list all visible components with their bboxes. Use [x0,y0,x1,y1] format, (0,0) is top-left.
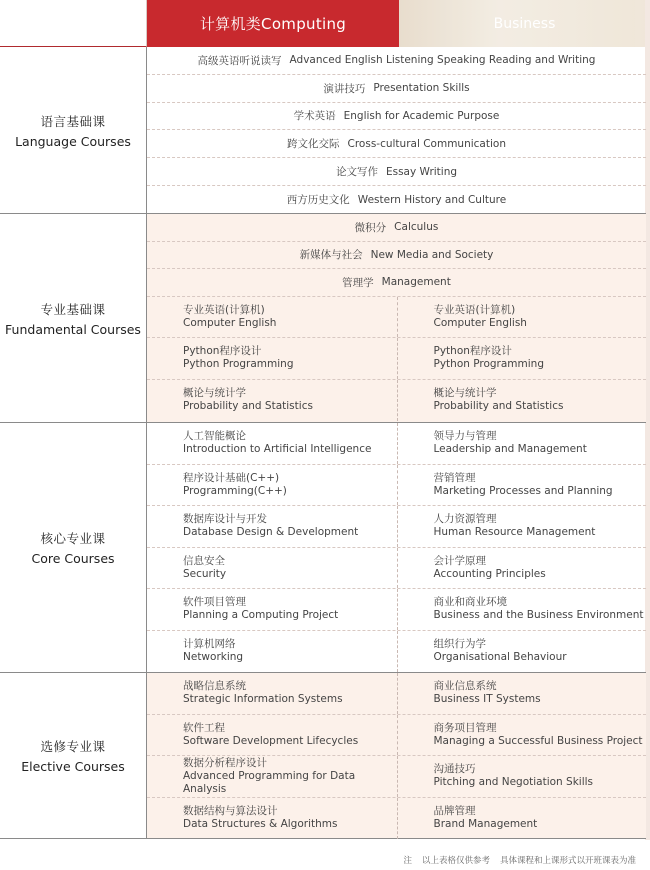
course-zh: 新媒体与社会 [299,249,363,262]
course-en: Essay Writing [385,165,458,178]
table-row [147,673,646,715]
elective-course-list [147,673,646,838]
section-label-zh: 专业基础课 [40,301,106,317]
course-zh: 专业英语(计算机) [183,303,265,316]
course-zh: 计算机网络 [183,638,236,651]
course-en: Programming(C++) [183,484,287,497]
course-en: Leadership and Management [433,443,587,456]
course-zh: Python程序设计 [433,345,512,358]
footnote-text-1: 以上表格仅供参考 [421,856,490,866]
course-zh: 概论与统计学 [183,387,246,400]
computing-course [147,380,397,422]
course-zh: 数据库设计与开发 [183,513,267,526]
computing-course [147,506,397,547]
course-zh: 管理学 [342,276,374,289]
course-en: Managing a Successful Business Project [433,734,643,747]
course-en: Business and the Business Environment [433,609,644,622]
table-row [147,631,646,673]
computing-course [147,465,397,506]
business-course [397,673,647,714]
course-en: Security [183,567,227,580]
section-fundamental [0,214,646,423]
table-row [147,297,646,339]
list-item [147,242,646,270]
business-course [397,338,647,379]
course-en: Computer English [433,316,527,329]
list-item [147,158,646,186]
computing-course [147,548,397,589]
course-en: Business IT Systems [433,693,541,706]
course-zh: 软件工程 [183,721,225,734]
header-blank-cell [0,0,147,47]
course-zh: 商业和商业环境 [433,596,507,609]
footnote-text-2: 具体课程和上课形式以开班课表为准 [499,856,636,866]
course-zh: 微积分 [354,221,387,234]
business-course [397,297,647,338]
section-label-core [0,423,147,672]
course-en: Pitching and Negotiation Skills [433,776,594,789]
course-zh: 沟通技巧 [433,763,476,776]
computing-course [147,589,397,630]
course-zh: 跨文化交际 [287,138,340,151]
course-en: Python Programming [433,358,545,371]
course-zh: 商务项目管理 [433,721,497,734]
course-zh: 概论与统计学 [433,387,497,400]
section-label-zh: 语言基础课 [40,113,106,129]
computing-course [147,715,397,756]
course-zh: 会计学原理 [433,554,486,567]
list-item [147,47,646,75]
course-zh: 演讲技巧 [323,82,366,95]
list-item [147,186,646,214]
section-label-en: Elective Courses [21,759,125,774]
business-course [397,589,647,630]
course-en: Introduction to Artificial Intelligence [183,443,372,456]
table-row [147,715,646,757]
table-row [147,380,646,422]
business-course [397,798,647,840]
computing-course [147,423,397,464]
section-core [0,423,646,673]
computing-course [147,673,397,714]
footnote [403,854,636,866]
computing-course [147,338,397,379]
business-course [397,631,647,673]
computing-course [147,756,397,797]
section-label-en: Core Courses [31,551,115,566]
list-item [147,130,646,158]
table-row [147,798,646,840]
course-en: Presentation Skills [373,82,470,95]
section-label-en: Language Courses [15,133,131,149]
section-label-zh: 核心专业课 [40,531,106,546]
section-label-en: Fundamental Courses [5,321,141,337]
section-label-language [0,47,147,213]
course-en: Software Development Lifecycles [183,734,359,747]
section-label-fundamental [0,214,147,422]
course-zh: 数据分析程序设计 [183,756,267,769]
course-en: Organisational Behaviour [433,651,567,664]
course-zh: 软件项目管理 [183,596,246,609]
course-zh: 商业信息系统 [433,680,497,693]
table-row [147,338,646,380]
section-elective [0,673,646,839]
course-zh: 程序设计基础(C++) [183,471,280,484]
course-en: Brand Management [433,818,538,831]
footnote-mark: 注 [403,856,412,866]
table-row [147,506,646,548]
business-course [397,423,647,464]
course-en: Networking [183,651,244,664]
course-en: Calculus [394,221,439,234]
list-item [147,269,646,297]
course-zh: 营销管理 [433,471,476,484]
course-zh: 信息安全 [183,554,225,567]
list-item [147,214,646,242]
table-header [0,0,650,47]
course-en: Cross-cultural Communication [347,137,506,150]
course-zh: 战略信息系统 [183,680,246,693]
course-en: Probability and Statistics [183,400,313,413]
fundamental-course-list [147,214,646,422]
course-en: Accounting Principles [433,567,546,580]
business-course [397,506,647,547]
course-en: Python Programming [183,358,294,371]
section-language [0,47,646,214]
course-en: English for Academic Purpose [343,109,500,122]
course-en: Management [381,276,451,289]
course-zh: 组织行为学 [433,638,486,651]
computing-course [147,631,397,673]
list-item [147,75,646,103]
course-en: Planning a Computing Project [183,609,339,622]
course-zh: 学术英语 [293,110,336,123]
course-en: Human Resource Management [433,526,596,539]
course-zh: 品牌管理 [433,805,476,818]
computing-course [147,798,397,840]
course-en: Computer English [183,316,277,329]
course-zh: 专业英语(计算机) [433,303,516,316]
business-course [397,380,647,422]
course-en: Advanced Programming for Data Analysis [183,769,356,795]
table-row [147,756,646,798]
business-course [397,756,647,797]
header-business: Business [399,0,650,47]
table-row [147,465,646,507]
course-zh: 西方历史文化 [286,194,350,207]
course-zh: 高级英语听说读写 [197,54,282,67]
course-en: New Media and Society [370,248,494,261]
computing-course [147,297,397,338]
table-row [147,423,646,465]
table-row [147,548,646,590]
language-course-list [147,47,646,213]
course-table [0,47,646,839]
course-zh: 人力资源管理 [433,513,497,526]
course-en: Data Structures & Algorithms [183,818,338,831]
course-en: Strategic Information Systems [183,693,343,706]
business-course [397,715,647,756]
course-en: Database Design & Development [183,526,359,539]
section-label-zh: 选修专业课 [40,739,106,754]
business-course [397,548,647,589]
section-label-elective [0,673,147,838]
course-zh: 人工智能概论 [183,430,246,443]
core-course-list [147,423,646,672]
course-en: Marketing Processes and Planning [433,484,613,497]
course-zh: 领导力与管理 [433,430,497,443]
list-item [147,103,646,131]
business-course [397,465,647,506]
course-en: Advanced English Listening Speaking Reading and Writing [289,54,596,67]
header-computing: 计算机类Computing [147,0,399,47]
course-en: Probability and Statistics [433,400,564,413]
course-zh: Python程序设计 [183,345,262,358]
table-row [147,589,646,631]
course-zh: 数据结构与算法设计 [183,805,278,818]
course-en: Western History and Culture [357,193,507,206]
course-zh: 论文写作 [335,166,378,179]
